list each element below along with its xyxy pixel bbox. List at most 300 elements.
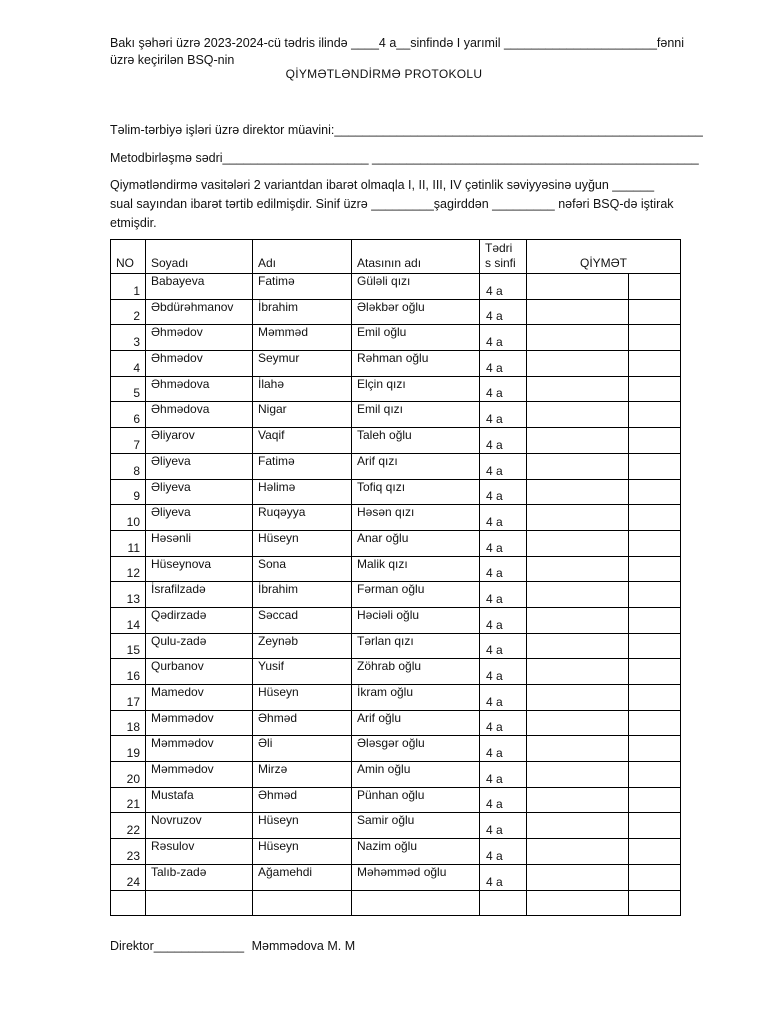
cell-no-text: 1 (133, 283, 140, 298)
cell-no-text: 8 (133, 463, 140, 478)
cell-class-text: 4 a (486, 283, 503, 298)
cell-no (111, 813, 146, 839)
cell-no (111, 325, 146, 351)
cell-class (480, 582, 527, 608)
table-row (111, 530, 681, 556)
cell-class (480, 659, 527, 685)
cell-grade-1 (527, 582, 629, 608)
cell-name (253, 453, 352, 479)
cell-class-text: 4 a (486, 514, 503, 529)
cell-no (111, 376, 146, 402)
cell-name-text: Fatimə (258, 274, 295, 288)
document-title: QİYMƏTLƏNDİRMƏ PROTOKOLU (285, 67, 483, 81)
cell-patronymic-text: Pünhan oğlu (357, 787, 425, 802)
cell-name (253, 530, 352, 556)
header-name (253, 240, 352, 274)
cell-patronymic-text: Arif qızı (357, 453, 398, 468)
cell-grade-1 (527, 325, 629, 351)
cell-grade-1 (527, 351, 629, 377)
cell-patronymic-text: Emil oğlu (357, 325, 407, 340)
header-name-label: Adı (258, 256, 277, 270)
cell-no-text: 21 (126, 797, 140, 812)
cell-grade-2 (629, 736, 681, 762)
cell-class-text: 4 a (486, 720, 503, 735)
cell-name (253, 839, 352, 865)
cell-class (480, 351, 527, 377)
table-row (111, 582, 681, 608)
cell-grade-1 (527, 762, 629, 788)
signature-label: Direktor_____________ (110, 939, 245, 953)
cell-surname-text: İsrafilzadə (151, 582, 206, 597)
cell-grade-2 (629, 479, 681, 505)
cell-grade-2 (629, 376, 681, 402)
cell-no-text: 17 (126, 694, 140, 709)
header-class-line2: s sinfi (485, 256, 516, 270)
cell-grade-2 (629, 325, 681, 351)
cell-no (111, 453, 146, 479)
header-line-1: Bakı şəhəri üzrə 2023-2024-cü tədris ilində ____4 a__sinfində I yarımil ______________________fənni (110, 36, 685, 50)
cell-surname-text: Əbdürəhmanov (151, 299, 234, 314)
cell-patronymic (352, 787, 480, 813)
cell-grade-2 (629, 787, 681, 813)
cell-name-text: İlahə (258, 376, 285, 391)
cell-class-text: 4 a (486, 463, 503, 478)
cell-surname-text: Həsənli (151, 530, 192, 545)
cell-name (253, 274, 352, 300)
table-row (111, 659, 681, 685)
cell-grade-1 (527, 787, 629, 813)
cell-grade-1 (527, 736, 629, 762)
cell-grade-2 (629, 351, 681, 377)
cell-surname (146, 607, 253, 633)
cell-surname (146, 428, 253, 454)
cell-surname-text: Qurbanov (151, 659, 204, 674)
cell-patronymic-text: Rəhman oğlu (357, 351, 429, 366)
cell-no (111, 556, 146, 582)
table-row (111, 479, 681, 505)
cell-grade-1 (527, 813, 629, 839)
cell-patronymic (352, 556, 480, 582)
table-row (111, 685, 681, 711)
cell-class (480, 839, 527, 865)
cell-patronymic-text: Arif oğlu (357, 710, 402, 725)
cell-grade-1 (527, 710, 629, 736)
cell-patronymic-text: Samir oğlu (357, 813, 415, 828)
cell-no-text: 22 (126, 823, 140, 838)
cell-no-text: 4 (133, 360, 140, 375)
cell-patronymic (352, 402, 480, 428)
cell-patronymic-text: Elçin qızı (357, 376, 406, 391)
cell-name (253, 787, 352, 813)
cell-surname (146, 402, 253, 428)
cell-surname-text: Məmmədov (151, 736, 214, 751)
table-row (111, 505, 681, 531)
cell-name (253, 582, 352, 608)
cell-surname-text: Mamedov (151, 685, 204, 699)
cell-grade-1 (527, 299, 629, 325)
table-row (111, 607, 681, 633)
table-row (111, 274, 681, 300)
cell-class-text: 4 a (486, 489, 503, 504)
cell-grade-1 (527, 530, 629, 556)
cell-no-text: 16 (126, 669, 140, 683)
cell-name-text: Ruqəyya (258, 505, 306, 520)
cell-name (253, 607, 352, 633)
cell-surname-text: Əliyeva (151, 453, 191, 468)
cell-patronymic-text: Tofiq qızı (357, 479, 406, 494)
cell-surname-text: Əliyarov (151, 428, 195, 443)
cell-name-text: Hüseyn (258, 685, 299, 699)
cell-no (111, 351, 146, 377)
cell-patronymic-text: Həsən qızı (357, 505, 415, 520)
cell-no (111, 428, 146, 454)
cell-class-text: 4 a (486, 669, 503, 683)
students-table (110, 239, 681, 916)
header-surname-label: Soyadı (151, 256, 189, 270)
cell-surname-text: Talıb-zadə (151, 864, 207, 879)
cell-no (111, 839, 146, 865)
cell-surname (146, 839, 253, 865)
cell-no-text: 14 (126, 617, 140, 632)
cell-name (253, 710, 352, 736)
cell-surname-text: Babayeva (151, 274, 205, 288)
cell-patronymic-text: Fərman oğlu (357, 582, 425, 597)
cell-patronymic (352, 530, 480, 556)
cell-surname-text: Məmmədov (151, 762, 214, 777)
cell-empty (480, 890, 527, 915)
cell-surname (146, 813, 253, 839)
cell-class-text: 4 a (486, 617, 503, 632)
cell-surname-text: Mustafa (151, 787, 194, 802)
cell-patronymic (352, 479, 480, 505)
table-row (111, 556, 681, 582)
table-row (111, 351, 681, 377)
cell-surname (146, 299, 253, 325)
cell-class-text: 4 a (486, 566, 503, 581)
header-no-label: NO (116, 256, 134, 270)
cell-no-text: 18 (126, 720, 140, 735)
cell-grade-2 (629, 633, 681, 659)
cell-no (111, 685, 146, 711)
cell-patronymic (352, 839, 480, 865)
cell-surname (146, 864, 253, 890)
cell-class (480, 402, 527, 428)
cell-class-text: 4 a (486, 823, 503, 838)
cell-grade-2 (629, 274, 681, 300)
cell-grade-1 (527, 685, 629, 711)
cell-surname (146, 685, 253, 711)
cell-class (480, 376, 527, 402)
cell-name (253, 864, 352, 890)
cell-surname (146, 633, 253, 659)
cell-surname (146, 787, 253, 813)
cell-no (111, 607, 146, 633)
cell-surname-text: Əliyeva (151, 505, 191, 520)
cell-class-text: 4 a (486, 437, 503, 452)
cell-surname-text: Əliyeva (151, 479, 191, 494)
cell-patronymic-text: Həciəli oğlu (357, 607, 420, 622)
header-line-2: üzrə keçirilən BSQ-nin (110, 53, 235, 67)
cell-name-text: Əhməd (258, 710, 298, 725)
cell-patronymic (352, 813, 480, 839)
cell-class-text: 4 a (486, 335, 503, 350)
cell-patronymic-text: Məhəmməd oğlu (357, 864, 447, 879)
cell-grade-2 (629, 582, 681, 608)
cell-grade-2 (629, 864, 681, 890)
cell-name (253, 736, 352, 762)
cell-patronymic (352, 274, 480, 300)
cell-class-text: 4 a (486, 412, 503, 427)
cell-surname (146, 659, 253, 685)
cell-no-text: 3 (133, 335, 140, 350)
cell-patronymic (352, 864, 480, 890)
cell-class (480, 736, 527, 762)
cell-name-text: Səccad (258, 607, 299, 622)
cell-class (480, 710, 527, 736)
cell-patronymic (352, 710, 480, 736)
cell-patronymic (352, 428, 480, 454)
cell-class-text: 4 a (486, 874, 503, 889)
cell-class-text: 4 a (486, 540, 503, 555)
cell-name (253, 505, 352, 531)
header-patronymic-label: Atasının adı (357, 256, 422, 270)
cell-patronymic-text: Taleh oğlu (357, 428, 412, 443)
cell-class (480, 530, 527, 556)
cell-name-text: Nigar (258, 402, 287, 417)
header-patronymic (352, 240, 480, 274)
cell-patronymic-text: Güləli qızı (357, 274, 411, 288)
cell-grade-2 (629, 659, 681, 685)
table-row (111, 299, 681, 325)
cell-patronymic (352, 607, 480, 633)
header-class (480, 240, 527, 274)
cell-name-text: Vaqif (258, 428, 285, 443)
cell-no-text: 2 (133, 309, 140, 324)
cell-surname (146, 479, 253, 505)
cell-empty (111, 890, 146, 915)
cell-patronymic (352, 505, 480, 531)
cell-name (253, 685, 352, 711)
cell-patronymic-text: Anar oğlu (357, 530, 409, 545)
cell-class-text: 4 a (486, 360, 503, 375)
header-no (111, 240, 146, 274)
cell-no-text: 10 (126, 514, 140, 529)
cell-name-text: Məmməd (258, 325, 309, 340)
table-row-blank (111, 890, 681, 915)
cell-surname (146, 325, 253, 351)
cell-no (111, 582, 146, 608)
cell-surname-text: Əhmədov (151, 325, 203, 340)
cell-grade-2 (629, 505, 681, 531)
signature-name: Məmmədova M. M (251, 939, 356, 953)
cell-grade-1 (527, 556, 629, 582)
cell-grade-1 (527, 607, 629, 633)
cell-patronymic-text: Ələkbər oğlu (357, 299, 425, 314)
cell-grade-2 (629, 402, 681, 428)
cell-class (480, 453, 527, 479)
cell-name (253, 659, 352, 685)
cell-class (480, 274, 527, 300)
cell-name-text: Zeynəb (258, 633, 299, 648)
cell-patronymic-text: Emil qızı (357, 402, 404, 417)
cell-class-text: 4 a (486, 746, 503, 761)
cell-name-text: Yusif (258, 659, 285, 674)
header-class-line1: Tədri (485, 241, 513, 255)
cell-name-text: Əhməd (258, 787, 298, 802)
cell-grade-2 (629, 453, 681, 479)
cell-grade-1 (527, 274, 629, 300)
cell-name-text: Sona (258, 556, 287, 571)
cell-surname-text: Novruzov (151, 813, 202, 828)
cell-name-text: Fatimə (258, 453, 295, 468)
cell-patronymic-text: Nazim oğlu (357, 839, 418, 854)
cell-no (111, 402, 146, 428)
cell-no-text: 9 (133, 489, 140, 504)
cell-class-text: 4 a (486, 643, 503, 658)
cell-empty (253, 890, 352, 915)
table-row (111, 453, 681, 479)
cell-grade-2 (629, 428, 681, 454)
cell-no-text: 24 (126, 874, 140, 889)
cell-empty (527, 890, 629, 915)
cell-no (111, 864, 146, 890)
cell-patronymic (352, 582, 480, 608)
cell-name-text: Həlimə (258, 479, 296, 494)
cell-grade-2 (629, 556, 681, 582)
cell-name-text: Seymur (258, 351, 300, 366)
cell-surname-text: Əhmədov (151, 351, 203, 366)
header-class-label (485, 241, 516, 271)
cell-class-text: 4 a (486, 694, 503, 709)
cell-surname (146, 710, 253, 736)
cell-grade-2 (629, 839, 681, 865)
table-row (111, 839, 681, 865)
table-row (111, 736, 681, 762)
cell-name-text: Əli (258, 736, 273, 751)
methodology-chair-field: Metodbirləşmə sədri_____________________ _______________________________________________ (110, 151, 699, 165)
cell-patronymic-text: Zöhrab oğlu (357, 659, 422, 674)
cell-surname (146, 762, 253, 788)
cell-surname (146, 351, 253, 377)
cell-no-text: 23 (126, 848, 140, 863)
cell-surname-text: Məmmədov (151, 710, 214, 725)
table-row (111, 428, 681, 454)
cell-name-text: İbrahim (258, 582, 299, 597)
cell-patronymic-text: Amin oğlu (357, 762, 411, 777)
cell-no (111, 762, 146, 788)
cell-name-text: Hüseyn (258, 839, 299, 854)
cell-empty (352, 890, 480, 915)
cell-no (111, 479, 146, 505)
cell-class (480, 479, 527, 505)
cell-name-text: Hüseyn (258, 530, 299, 545)
cell-surname (146, 582, 253, 608)
cell-name (253, 376, 352, 402)
cell-name (253, 402, 352, 428)
cell-empty (146, 890, 253, 915)
cell-no-text: 19 (126, 746, 140, 761)
cell-no-text: 12 (126, 566, 140, 581)
cell-grade-1 (527, 633, 629, 659)
header-grade (527, 240, 681, 274)
cell-name (253, 762, 352, 788)
cell-class (480, 325, 527, 351)
cell-class (480, 864, 527, 890)
header-surname (146, 240, 253, 274)
cell-no-text: 13 (126, 591, 140, 606)
cell-patronymic-text: Tərlan qızı (357, 633, 414, 648)
cell-patronymic (352, 376, 480, 402)
cell-surname-text: Əhmədova (151, 376, 210, 391)
cell-surname (146, 505, 253, 531)
cell-no (111, 710, 146, 736)
cell-surname (146, 274, 253, 300)
cell-grade-2 (629, 607, 681, 633)
cell-patronymic-text: Ələsgər oğlu (357, 736, 425, 751)
cell-patronymic-text: Malik qızı (357, 556, 408, 571)
cell-no-text: 6 (133, 412, 140, 427)
cell-no (111, 736, 146, 762)
table-row (111, 864, 681, 890)
cell-class (480, 556, 527, 582)
cell-grade-1 (527, 505, 629, 531)
cell-patronymic (352, 325, 480, 351)
cell-grade-1 (527, 453, 629, 479)
cell-patronymic (352, 659, 480, 685)
cell-no-text: 5 (133, 386, 140, 401)
cell-surname-text: Əhmədova (151, 402, 210, 417)
cell-grade-1 (527, 864, 629, 890)
cell-grade-1 (527, 376, 629, 402)
table-row (111, 813, 681, 839)
cell-patronymic (352, 762, 480, 788)
cell-class (480, 299, 527, 325)
cell-empty (629, 890, 681, 915)
header-grade-label: QİYMƏT (579, 256, 628, 270)
cell-patronymic (352, 736, 480, 762)
cell-no-text: 7 (133, 437, 140, 452)
cell-no (111, 274, 146, 300)
cell-grade-2 (629, 813, 681, 839)
cell-no (111, 659, 146, 685)
cell-name (253, 351, 352, 377)
cell-surname-text: Rəsulov (151, 839, 195, 854)
cell-patronymic (352, 685, 480, 711)
cell-class (480, 633, 527, 659)
cell-class (480, 428, 527, 454)
table-row (111, 710, 681, 736)
cell-grade-2 (629, 762, 681, 788)
cell-name (253, 299, 352, 325)
cell-name-text: Ağamehdi (258, 864, 313, 879)
table-row (111, 787, 681, 813)
cell-surname (146, 556, 253, 582)
cell-no (111, 787, 146, 813)
cell-class (480, 685, 527, 711)
cell-patronymic (352, 633, 480, 659)
cell-surname (146, 530, 253, 556)
cell-class (480, 607, 527, 633)
cell-surname (146, 376, 253, 402)
cell-name (253, 325, 352, 351)
cell-no-text: 11 (127, 540, 140, 555)
cell-class-text: 4 a (486, 591, 503, 606)
cell-patronymic (352, 299, 480, 325)
cell-name-text: İbrahim (258, 299, 299, 314)
cell-patronymic (352, 453, 480, 479)
cell-grade-2 (629, 299, 681, 325)
cell-no (111, 633, 146, 659)
